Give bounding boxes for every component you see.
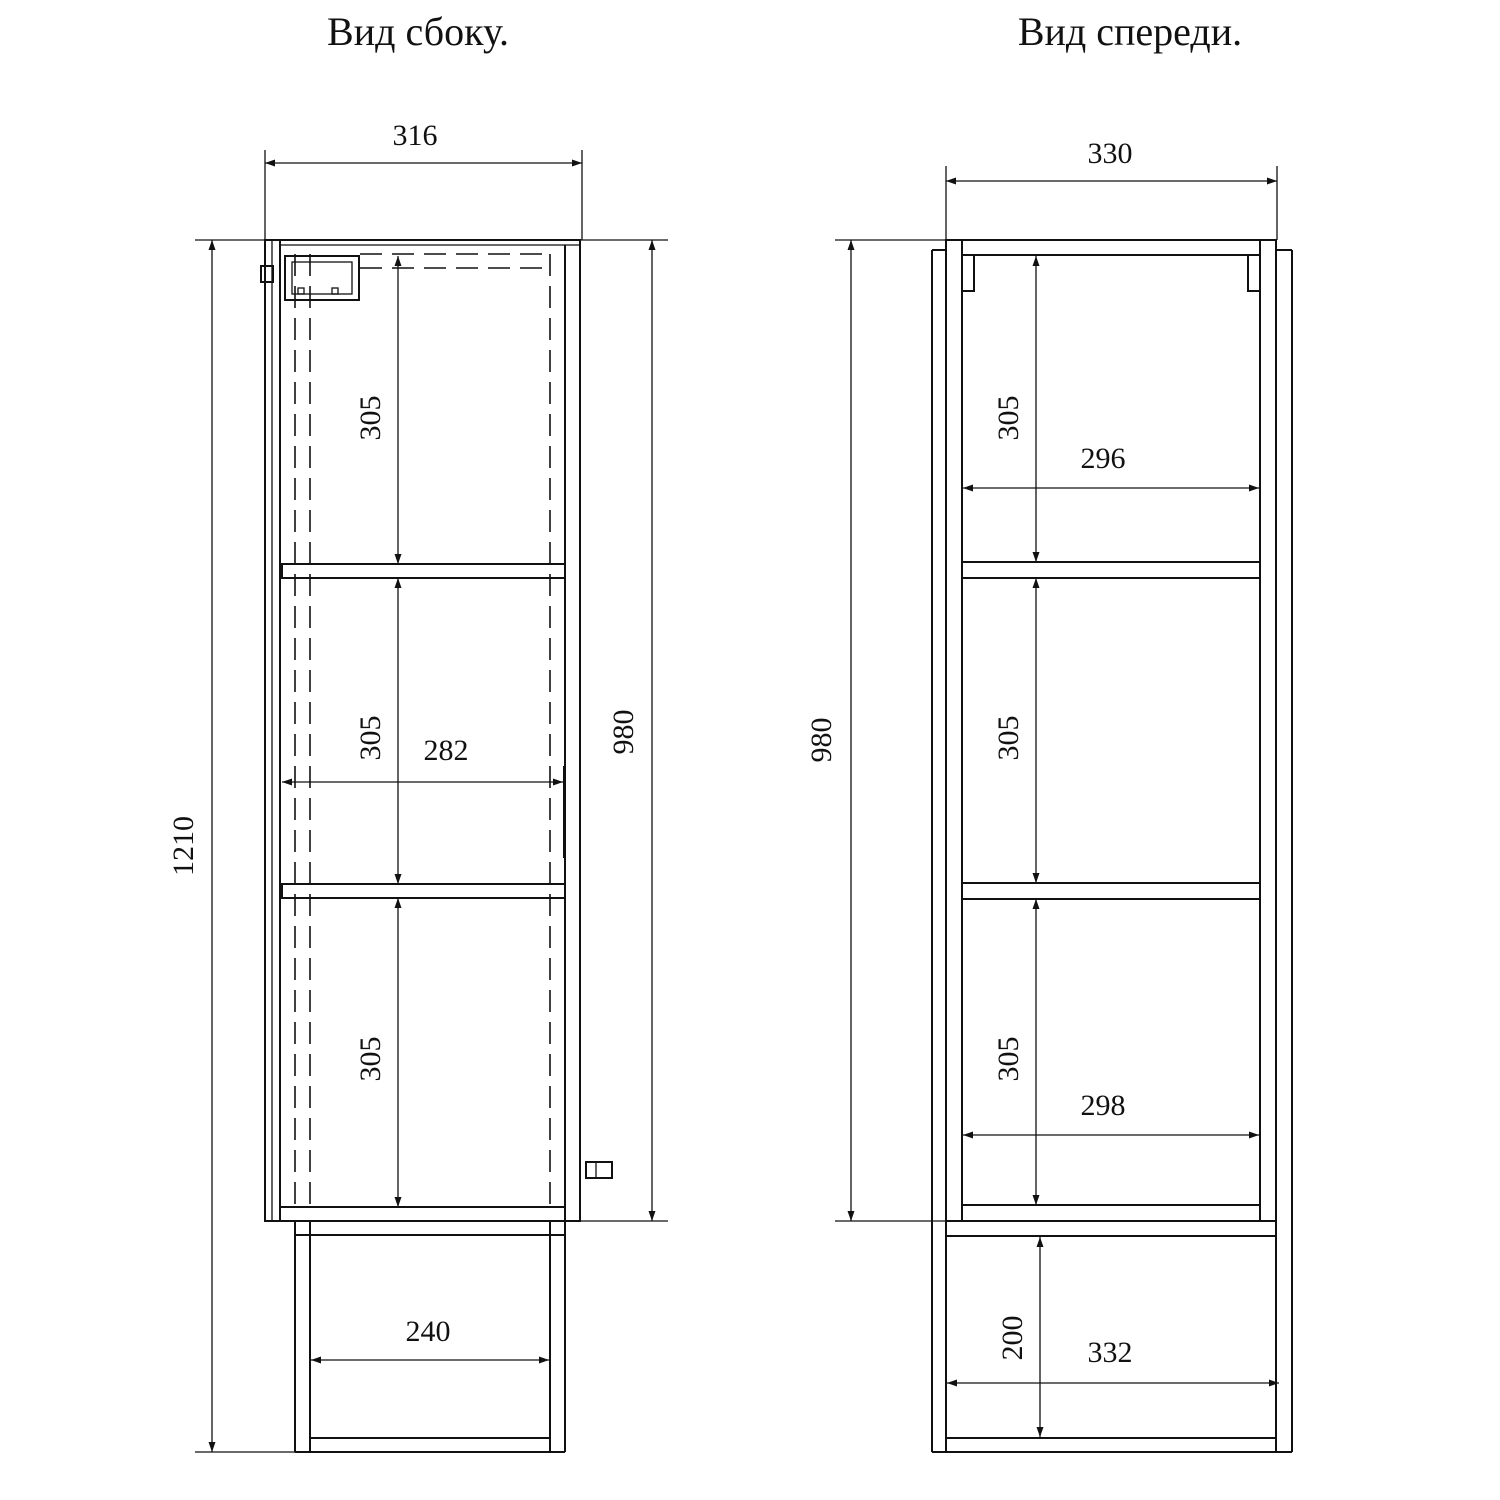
dim-base-depth: 240 (405, 1315, 451, 1348)
dim-front-shelf-gap-1: 305 (992, 395, 1025, 441)
dim-front-inner-width-bottom: 298 (1080, 1089, 1126, 1122)
dim-base-height: 200 (996, 1315, 1029, 1361)
dim-front-width: 330 (1087, 137, 1133, 170)
front-view-title: Вид спереди. (1017, 9, 1243, 54)
dim-base-width: 332 (1087, 1336, 1133, 1369)
dim-front-body-height: 980 (805, 717, 838, 763)
dim-total-height: 1210 (167, 816, 200, 876)
side-view (167, 119, 668, 1452)
front-view (805, 137, 1292, 1452)
dim-side-body-height: 980 (607, 709, 640, 755)
dim-side-shelf-gap-3: 305 (354, 1036, 387, 1082)
dim-front-inner-width-top: 296 (1080, 442, 1126, 475)
dim-front-shelf-gap-3: 305 (992, 1036, 1025, 1082)
dim-side-inner-depth: 282 (423, 734, 469, 767)
side-view-title: Вид сбоку. (327, 9, 509, 54)
dim-side-shelf-gap-2: 305 (354, 715, 387, 761)
dim-side-shelf-gap-1: 305 (354, 395, 387, 441)
dim-side-width: 316 (392, 119, 438, 152)
dim-front-shelf-gap-2: 305 (992, 715, 1025, 761)
